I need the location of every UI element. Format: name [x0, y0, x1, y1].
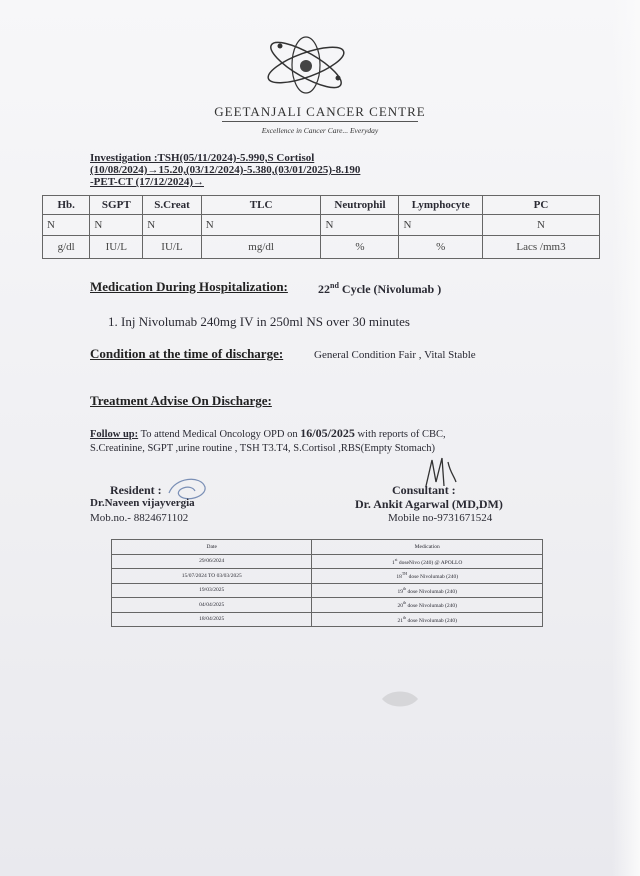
followup-rest: with reports of CBC, — [357, 429, 446, 440]
date-cell: 04/04/2025 — [112, 598, 312, 613]
table-cell: IU/L — [90, 236, 143, 259]
followup-text: To attend Medical Oncology OPD on — [140, 429, 298, 440]
medication-history-table — [111, 539, 543, 627]
cycle-number: 22 — [318, 282, 330, 296]
table-cell: N — [483, 215, 600, 236]
date-cell: 18/04/2025 — [112, 612, 312, 627]
investigation-line: (10/08/2024)→15.20,(03/12/2024)-5.380,(03/01/2025)-8.190 — [90, 164, 361, 176]
dose-suffix: TH — [401, 571, 408, 577]
consultant-name: Dr. Ankit Agarwal (MD,DM) — [355, 497, 503, 511]
column-header: Hb. — [43, 196, 90, 215]
table-cell: N — [90, 215, 143, 236]
dose-number: 20 — [397, 603, 403, 610]
table-cell: N — [43, 215, 90, 236]
resident-mobile: Mob.no.- 8824671102 — [90, 512, 189, 524]
followup-tests: S.Creatinine, SGPT ,urine routine , TSH T3.T4, S.Cortisol ,RBS(Empty Stomach) — [90, 443, 436, 454]
table-cell: % — [321, 236, 399, 259]
divider — [222, 121, 418, 122]
dose-text: dose Nivolumab (240) — [407, 617, 457, 624]
column-header: Lymphocyte — [399, 196, 483, 215]
table-cell: N — [201, 215, 321, 236]
dose-number: 19 — [397, 588, 403, 595]
table-cell: IU/L — [143, 236, 201, 259]
cycle-suffix: nd — [330, 281, 339, 290]
column-header: SGPT — [90, 196, 143, 215]
atom-logo-icon — [258, 34, 354, 96]
column-header: S.Creat — [143, 196, 201, 215]
table-cell: g/dl — [43, 236, 90, 259]
medication-cell — [312, 583, 543, 598]
column-header: Neutrophil — [321, 196, 399, 215]
table-header-row — [112, 540, 543, 555]
faint-mark-icon — [380, 689, 420, 709]
table-header-row — [43, 196, 600, 215]
date-cell: 15/07/2024 TO 03/03/2025 — [112, 569, 312, 584]
lab-results-table — [42, 195, 600, 259]
dose-text: dose Nivolumab (240) — [407, 603, 457, 610]
medication-cell — [312, 554, 543, 569]
medication-heading: Medication During Hospitalization: — [90, 279, 288, 294]
dose-suffix: th — [402, 585, 407, 591]
investigation-line: Investigation :TSH(05/11/2024)-5.990,S Cortisol — [90, 152, 315, 164]
table-cell: N — [399, 215, 483, 236]
table-cell: N — [321, 215, 399, 236]
table-row — [112, 612, 543, 627]
condition-heading: Condition at the time of discharge: — [90, 346, 284, 361]
table-row — [112, 569, 543, 584]
dose-text: dose Nivolumab (240) — [407, 588, 457, 595]
cycle-info — [318, 281, 441, 297]
column-header: TLC — [201, 196, 321, 215]
consultant-mobile: Mobile no-9731671524 — [388, 512, 493, 524]
date-cell: 19/03/2025 — [112, 583, 312, 598]
medication-item: 1. Inj Nivolumab 240mg IV in 250ml NS over 30 minutes — [108, 314, 410, 329]
column-header: Date — [112, 540, 312, 555]
table-row — [112, 583, 543, 598]
page-edge — [612, 0, 640, 876]
medication-cell — [312, 569, 543, 584]
dose-text: dose Nivolumab (240) — [408, 574, 459, 581]
dose-suffix: th — [402, 600, 407, 606]
investigation-block — [90, 152, 390, 188]
consultant-label: Consultant : — [392, 483, 456, 497]
medication-cell — [312, 612, 543, 627]
org-name: GEETANJALI CANCER CENTRE — [214, 104, 426, 119]
dose-text: doseNivo (240) @ APOLLO — [398, 559, 463, 566]
table-row — [112, 598, 543, 613]
resident-name: Dr.Naveen vijayvergia — [90, 497, 195, 509]
dose-number: 18 — [396, 574, 402, 581]
condition-value: General Condition Fair , Vital Stable — [314, 349, 476, 361]
table-cell: mg/dl — [201, 236, 321, 259]
followup-label: Follow up: — [90, 429, 139, 440]
table-row — [43, 236, 600, 259]
cycle-text: Cycle (Nivolumab ) — [341, 282, 442, 296]
table-cell: Lacs /mm3 — [483, 236, 600, 259]
table-cell: % — [399, 236, 483, 259]
table-row — [43, 215, 600, 236]
dose-number: 21 — [397, 617, 403, 624]
dose-suffix: st — [394, 556, 398, 562]
column-header: PC — [483, 196, 600, 215]
dose-suffix: th — [402, 614, 407, 620]
date-cell: 29/06/2024 — [112, 554, 312, 569]
table-row — [112, 554, 543, 569]
column-header: Medication — [312, 540, 543, 555]
medication-cell — [312, 598, 543, 613]
table-cell: N — [143, 215, 201, 236]
tagline: Excellence in Cancer Care... Everyday — [261, 126, 379, 135]
treatment-heading: Treatment Advise On Discharge: — [90, 393, 272, 408]
dose-number: 1 — [392, 559, 395, 566]
investigation-line: -PET-CT (17/12/2024)→ — [90, 176, 204, 188]
resident-label: Resident : — [110, 483, 162, 497]
followup-date: 16/05/2025 — [300, 426, 355, 440]
